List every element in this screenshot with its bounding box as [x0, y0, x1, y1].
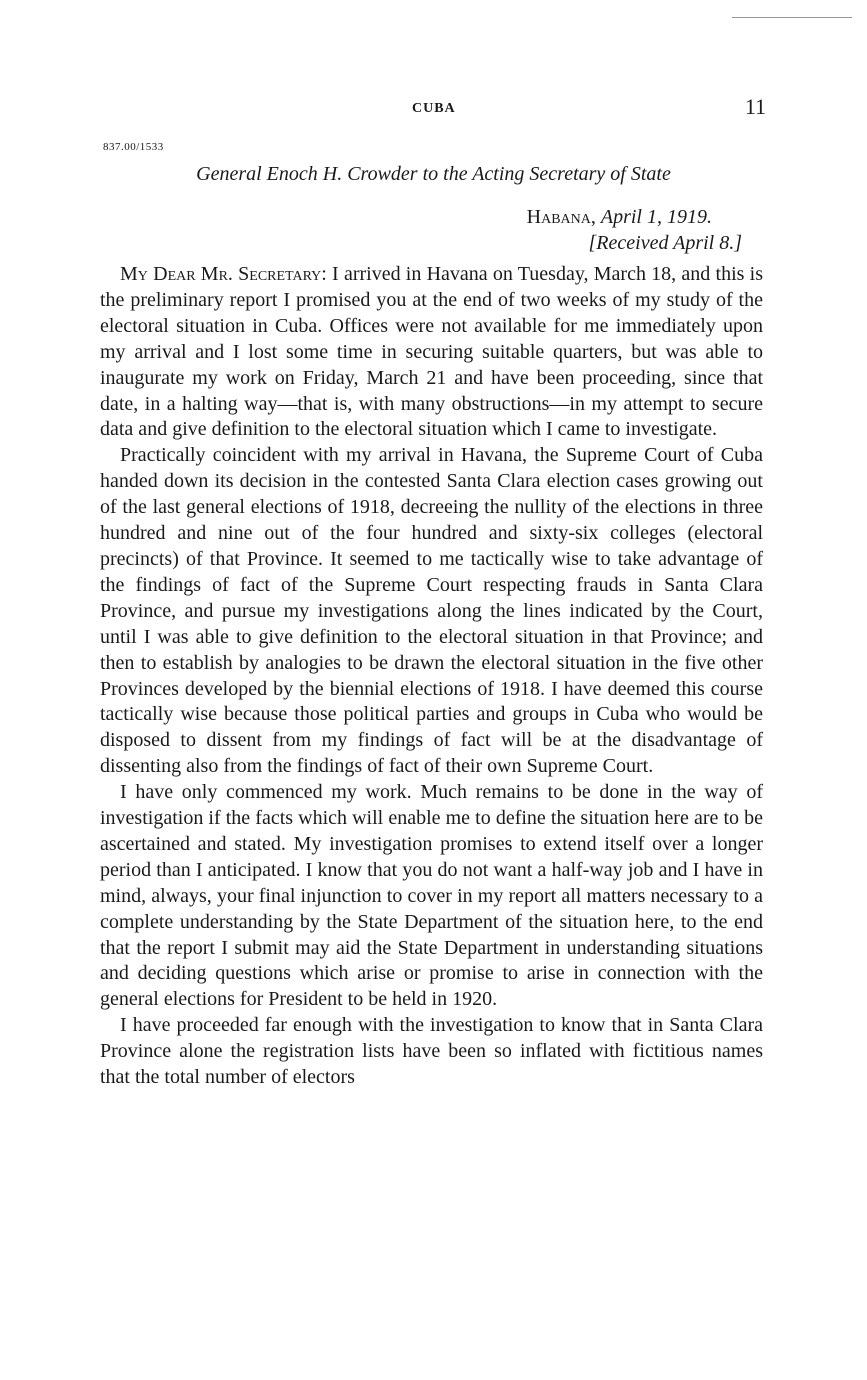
- dateline-place: Habana,: [526, 206, 596, 228]
- running-head: [0, 94, 867, 122]
- received-note: [589, 232, 742, 255]
- page-number: 11: [744, 94, 766, 119]
- paragraph-1: [100, 262, 763, 443]
- letter-body: [100, 262, 763, 1091]
- top-edge-rule: [732, 17, 852, 18]
- dateline: [527, 206, 712, 229]
- paragraph-2: Practically coincident with my arrival in Havana, the Supreme Court of Cuba handed down its decision in the contested Santa Clara election cases growing out of the last general elections of 1918, decreeing the nullity of the elections in three hundred and nine out of the four hundred and sixty-six colleges (electoral precincts) of that Province. It seemed to me tactically wise to take advantage of the findings of fact of the Supreme Court respecting frauds in Santa Clara Province, and pursue my investigations along the lines indicated by the Court, until I was able to give definition to the electoral situation in that Province; and then to establish by analogies to be drawn the electoral situation in the five other Provinces developed by the biennial elections of 1918. I have deemed this course tactically wise because those political parties and groups in Cuba who would be disposed to dissent from my findings of fact will be at the disadvantage of dissenting also from the findings of fact of their own Supreme Court.: [100, 444, 763, 778]
- paragraph-1-text: I arrived in Havana on Tuesday, March 18, and this is the preliminary report I promised you at the end of two weeks of my study of the electoral situation in Cuba. Offices were not available for me immediately upon my arrival and I lost some time in securing suitable quarters, but was able to inaugurate my work on Friday, March 21 and have been proceeding, since that date, in a halting way—that is, with many obstructions—in my attempt to secure data and give definition to the electoral situation which I came to investigate.: [100, 263, 763, 441]
- paragraph-3: I have only commenced my work. Much remains to be done in the way of investigation if the facts which will enable me to define the situation here are to be ascertained and stated. My investigation promises to extend itself over a longer period than I anticipated. I know that you do not want a half-way job and I have in mind, always, your final injunction to cover in my report all matters necessary to a complete understanding by the State Department of the situation here, to the end that the report I submit may aid the State Department in understanding situations and deciding questions which arise or promise to arise in connection with the general elections for President to be held in 1920.: [100, 781, 763, 1011]
- received-date: [Received April 8.]: [588, 232, 742, 254]
- running-title: CUBA: [412, 101, 456, 116]
- paragraph-4: I have proceeded far enough with the investigation to know that in Santa Clara Province alone the registration lists have been so inflated with fictitious names that the total number of electors: [100, 1014, 763, 1089]
- file-number: 837.00/1533: [103, 141, 164, 153]
- dateline-date: April 1, 1919.: [600, 206, 712, 228]
- document-heading: General Enoch H. Crowder to the Acting Secretary of State: [196, 163, 671, 185]
- salutation: My Dear Mr. Secretary:: [120, 263, 327, 285]
